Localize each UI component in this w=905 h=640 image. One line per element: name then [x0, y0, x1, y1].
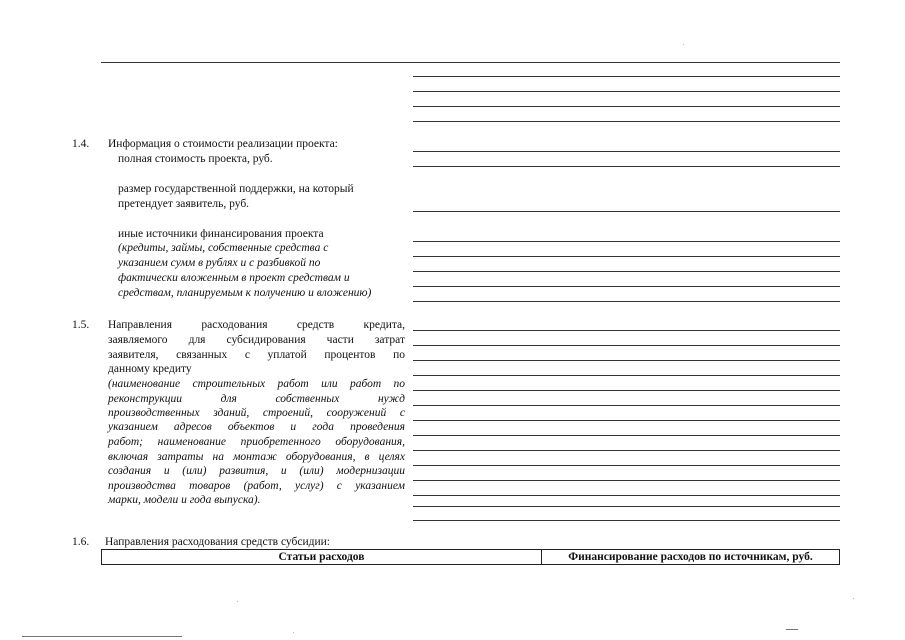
blank-line	[413, 420, 840, 421]
scan-artifact-line	[786, 629, 798, 630]
blank-line	[413, 330, 840, 331]
section-text: заявляемого для субсидирования части затрат	[108, 334, 405, 346]
blank-line	[413, 520, 840, 521]
blank-line	[413, 360, 840, 361]
scan-speck	[853, 598, 854, 599]
field-hint: (наименование строительных работ или работ по	[108, 378, 405, 390]
field-hint: указанием адресов объектов и года проведения	[108, 421, 405, 433]
blank-line	[413, 256, 840, 257]
blank-line	[413, 76, 840, 77]
blank-line	[413, 375, 840, 376]
field-hint: включая затраты на монтаж оборудования, в целях	[108, 451, 405, 463]
blank-line	[413, 286, 840, 287]
blank-line	[413, 241, 840, 242]
blank-line	[413, 435, 840, 436]
field-hint: производства товаров (работ, услуг) с указанием	[108, 480, 405, 492]
section-text: заявителя, связанных с уплатой процентов по	[108, 349, 405, 361]
field-hint: (кредиты, займы, собственные средства с	[118, 242, 329, 254]
blank-line	[413, 271, 840, 272]
blank-line	[413, 151, 840, 152]
blank-line	[413, 345, 840, 346]
scan-speck	[293, 632, 294, 633]
field-hint: производственных зданий, строений, сооружений с	[108, 407, 405, 419]
field-hint: работ; наименование приобретенного оборудования,	[108, 436, 405, 448]
section-text: данному кредиту	[108, 363, 192, 375]
field-label: претендует заявитель, руб.	[118, 198, 250, 210]
blank-line	[413, 506, 840, 507]
scan-artifact-line	[22, 636, 182, 637]
blank-line	[413, 301, 840, 302]
field-hint: средствам, планируемым к получению и вложению)	[118, 287, 372, 299]
blank-line	[413, 495, 840, 496]
field-hint: реконструкции для собственных нужд	[108, 393, 405, 405]
field-label: размер государственной поддержки, на который	[118, 183, 354, 195]
blank-line	[413, 480, 840, 481]
field-hint: фактически вложенным в проект средствам и	[118, 272, 350, 284]
section-number: 1.4.	[72, 138, 90, 150]
blank-line	[413, 465, 840, 466]
section-number: 1.6.	[72, 536, 90, 548]
section-title: Направления расходования средств субсидии:	[105, 536, 330, 548]
table-header-cell: Статьи расходов	[102, 550, 542, 564]
field-hint: указанием сумм в рублях и с разбивкой по	[118, 257, 321, 269]
section-number: 1.5.	[72, 319, 90, 331]
blank-line	[413, 106, 840, 107]
section-title: Информация о стоимости реализации проекта:	[108, 138, 338, 150]
field-label: полная стоимость проекта, руб.	[118, 153, 273, 165]
field-hint: создания и (или) развития, и (или) модернизации	[108, 465, 405, 477]
section-text: Направления расходования средств кредита,	[108, 319, 405, 331]
scan-speck	[683, 44, 684, 45]
table-header-cell: Финансирование расходов по источникам, руб.	[568, 551, 813, 563]
scan-speck	[237, 601, 238, 602]
blank-line	[413, 405, 840, 406]
field-label: иные источники финансирования проекта	[118, 228, 324, 240]
field-hint: марки, модели и года выпуска).	[108, 494, 261, 506]
top-rule	[101, 62, 840, 63]
blank-line	[413, 166, 840, 167]
blank-line	[413, 211, 840, 212]
expenses-table-header	[101, 549, 840, 565]
blank-line	[413, 450, 840, 451]
blank-line	[413, 390, 840, 391]
blank-line	[413, 121, 840, 122]
blank-line	[413, 91, 840, 92]
